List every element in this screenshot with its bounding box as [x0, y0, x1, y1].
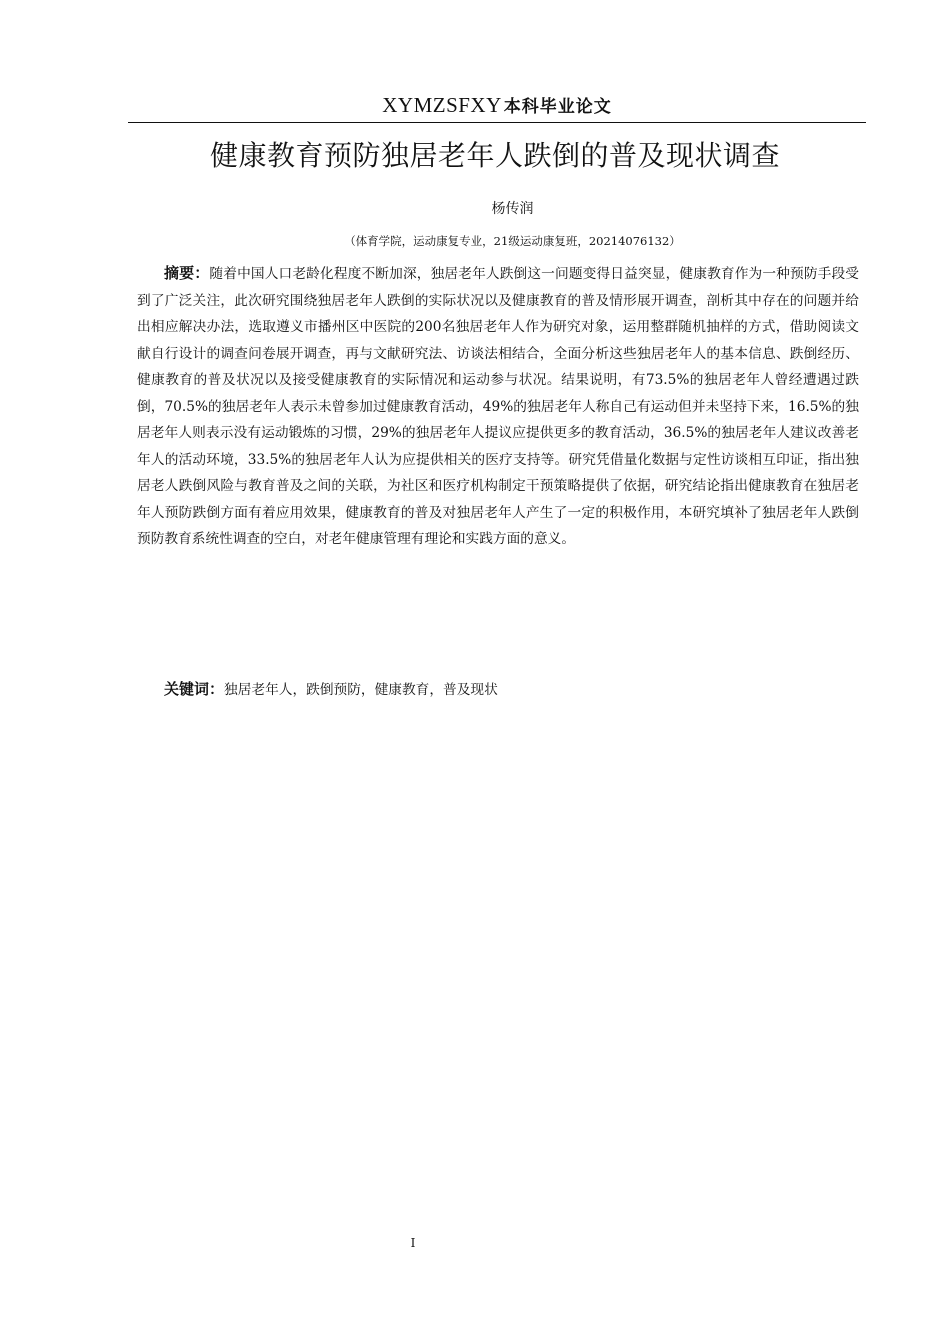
abstract-label: 摘要： [164, 264, 210, 282]
keywords-text: 独居老年人，跌倒预防，健康教育，普及现状 [224, 682, 498, 698]
author-name: 杨传润 [491, 201, 534, 217]
running-header [128, 92, 866, 123]
header-label: 本科毕业论文 [503, 97, 612, 117]
abstract-text: 随着中国人口老龄化程度不断加深，独居老年人跌倒这一问题变得日益突显，健康教育作为一种预防手段受到了广泛关注，此次研究围绕独居老年人跌倒的实际状况以及健康教育的普及情形展开调查，剖析其中存在的问题并给出相应解决办法，选取遵义市播州区中医院的200名独居老年人作为研究对象，运用整群随机抽样的方式，借助阅读文献自行设计的调查问卷展开调查，再与文献研究法、访谈法相结合，全面分析这些独居老年人的基本信息、跌倒经历、健康教育的普及状况以及接受健康教育的实际情况和运动参与状况。结果说明，有73.5%的独居老年人曾经遭遇过跌倒，70.5%的独居老年人表示未曾参加过健康教育活动，49%的独居老年人称自己有运动但并未坚持下来，16.5%的独居老年人则表示没有运动锻炼的习惯，29%的独居老年人提议应提供更多的教育活动，36.5%的独居老年人建议改善老年人的活动环境，33.5%的独居老年人认为应提供相关的医疗支持等。研究凭借量化数据与定性访谈相互印证，指出独居老人跌倒风险与教育普及之间的关联，为社区和医疗机构制定干预策略提供了依据，研究结论指出健康教育在独居老年人预防跌倒方面有着应用效果，健康教育的普及对独居老年人产生了一定的积极作用，本研究填补了独居老年人跌倒预防教育系统性调查的空白，对老年健康管理有理论和实践方面的意义。 [137, 266, 859, 547]
page-number: I [410, 1236, 416, 1250]
keywords-label: 关键词： [164, 680, 225, 698]
paper-title: 健康教育预防独居老年人跌倒的普及现状调查 [209, 139, 780, 172]
author-affiliation: （体育学院，运动康复专业，21级运动康复班，20214076132） [344, 234, 681, 248]
keywords-paragraph [137, 676, 859, 703]
abstract-paragraph [137, 260, 859, 553]
header-code: XYMZSFXY [382, 93, 502, 117]
